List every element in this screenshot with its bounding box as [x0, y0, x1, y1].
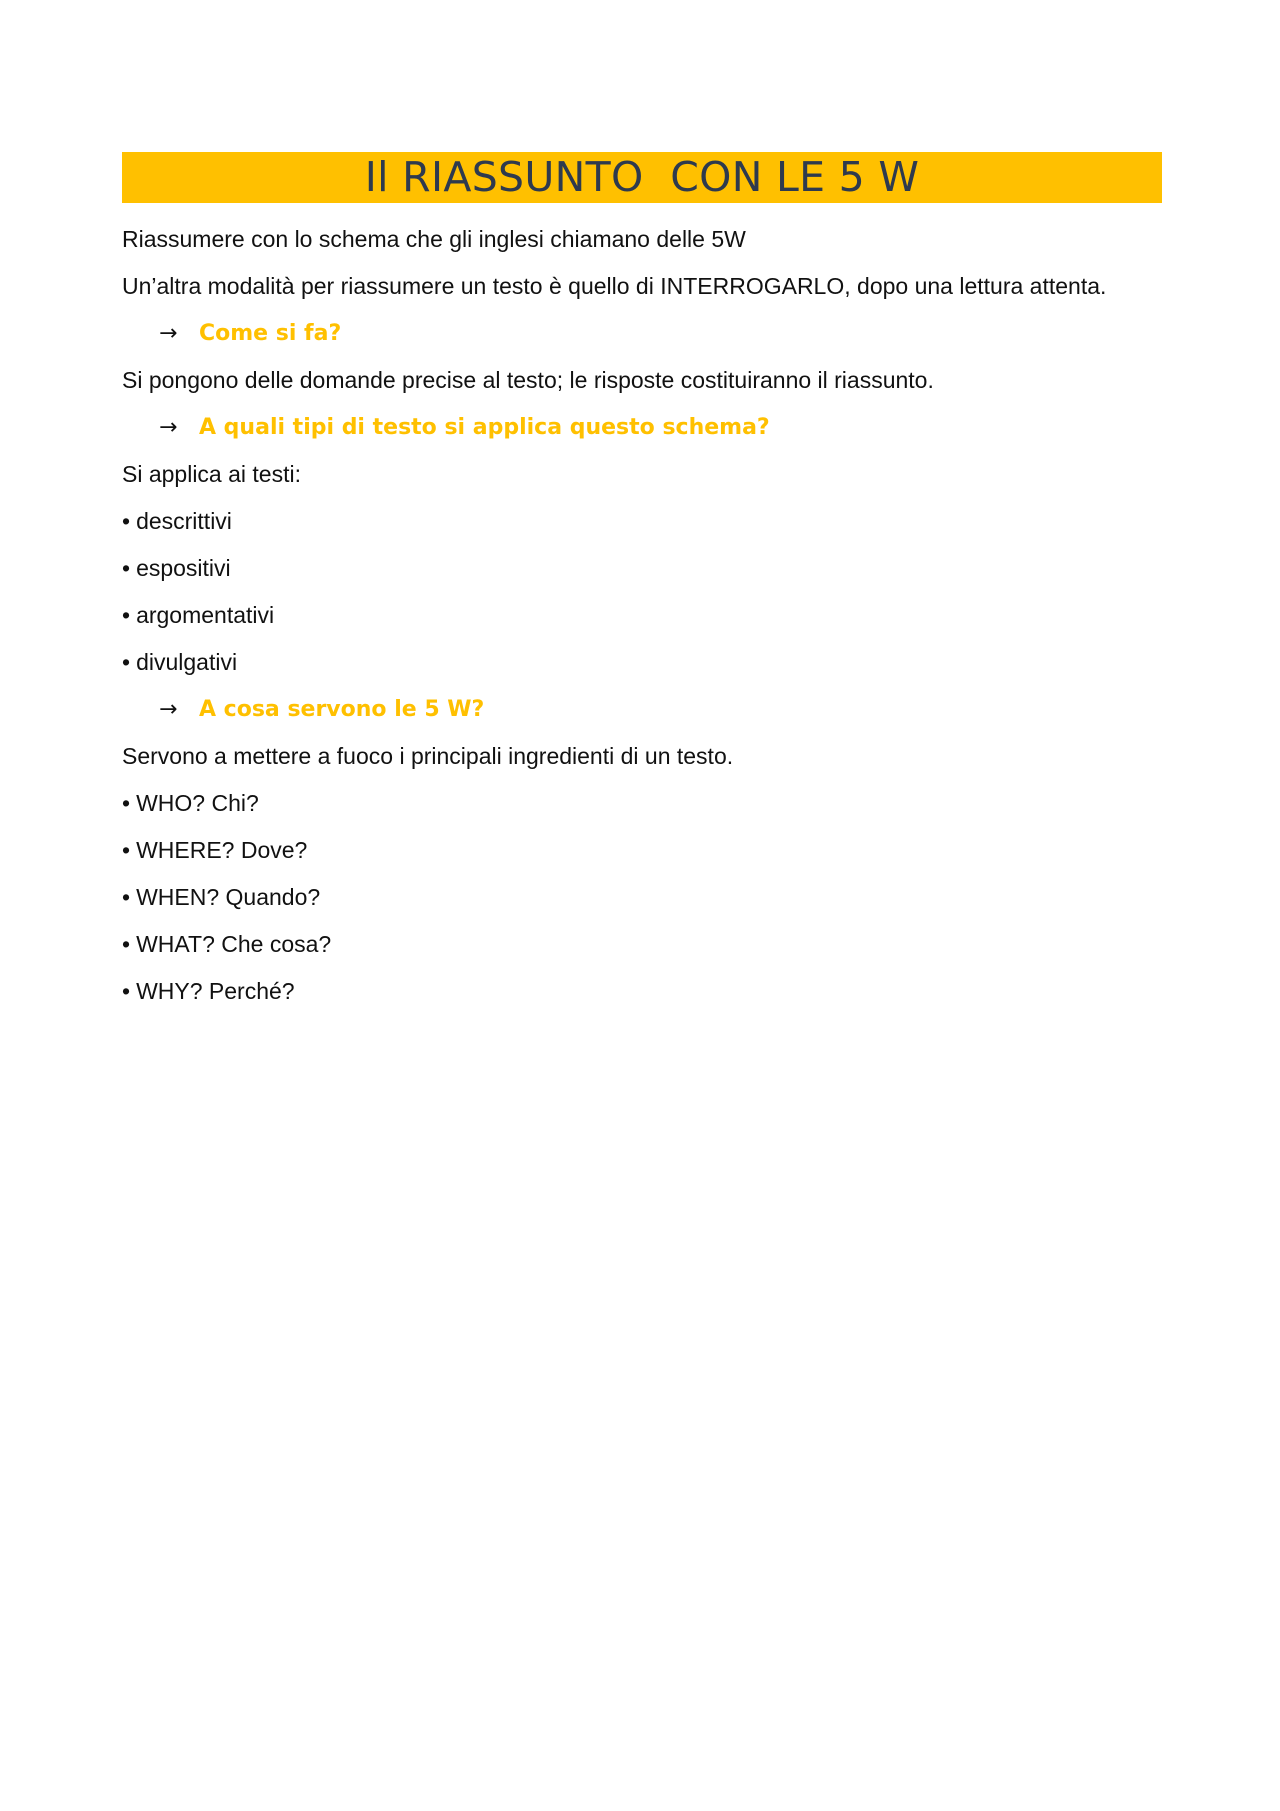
- bullet-icon: •: [122, 978, 131, 1004]
- bullet-icon: •: [122, 931, 131, 957]
- list-item: [122, 508, 1162, 535]
- list-item-text: descrittivi: [136, 508, 232, 534]
- list-item-text: WHY? Perché?: [136, 978, 295, 1004]
- document-body: [122, 152, 1162, 1005]
- list-item: [122, 790, 1162, 817]
- list-item: [122, 884, 1162, 911]
- intro-paragraph-1: Riassumere con lo schema che gli inglesi chiamano delle 5W: [122, 226, 746, 252]
- bullet-icon: •: [122, 790, 131, 816]
- list-item-text: WHO? Chi?: [136, 790, 259, 816]
- question-text: Come si fa?: [199, 321, 342, 346]
- bullet-icon: •: [122, 555, 131, 581]
- bullet-icon: •: [122, 602, 131, 628]
- list-item-text: WHAT? Che cosa?: [136, 931, 332, 957]
- list-item: [122, 837, 1162, 864]
- document-title: Il RIASSUNTO CON LE 5 W: [364, 153, 920, 201]
- answer-paragraph-2: Si applica ai testi:: [122, 461, 301, 487]
- list-item-text: WHERE? Dove?: [136, 837, 308, 863]
- answer-paragraph-3: Servono a mettere a fuoco i principali ingredienti di un testo.: [122, 743, 734, 769]
- bullet-icon: •: [122, 884, 131, 910]
- question-text: A cosa servono le 5 W?: [199, 697, 485, 722]
- bullet-icon: •: [122, 649, 131, 675]
- arrow-icon: →: [159, 321, 178, 346]
- intro-paragraph-2: Un’altra modalità per riassumere un testo è quello di INTERROGARLO, dopo una lettura attenta.: [122, 273, 1107, 299]
- list-item: [122, 555, 1162, 582]
- list-item: [122, 978, 1162, 1005]
- arrow-icon: →: [159, 415, 178, 440]
- question-text: A quali tipi di testo si applica questo schema?: [199, 415, 770, 440]
- list-item-text: argomentativi: [136, 602, 275, 628]
- list-item-text: espositivi: [136, 555, 231, 581]
- five-w-list: [122, 790, 1162, 1005]
- bullet-icon: •: [122, 837, 131, 863]
- list-item-text: WHEN? Quando?: [136, 884, 321, 910]
- title-banner: [122, 152, 1162, 203]
- question-heading-1: [159, 320, 1162, 347]
- bullet-icon: •: [122, 508, 131, 534]
- list-item: [122, 931, 1162, 958]
- list-item: [122, 649, 1162, 676]
- arrow-icon: →: [159, 697, 178, 722]
- list-item-text: divulgativi: [136, 649, 238, 675]
- text-types-list: [122, 508, 1162, 676]
- answer-paragraph-1: Si pongono delle domande precise al testo; le risposte costituiranno il riassunto.: [122, 367, 934, 393]
- question-heading-2: [159, 414, 1162, 441]
- list-item: [122, 602, 1162, 629]
- question-heading-3: [159, 696, 1162, 723]
